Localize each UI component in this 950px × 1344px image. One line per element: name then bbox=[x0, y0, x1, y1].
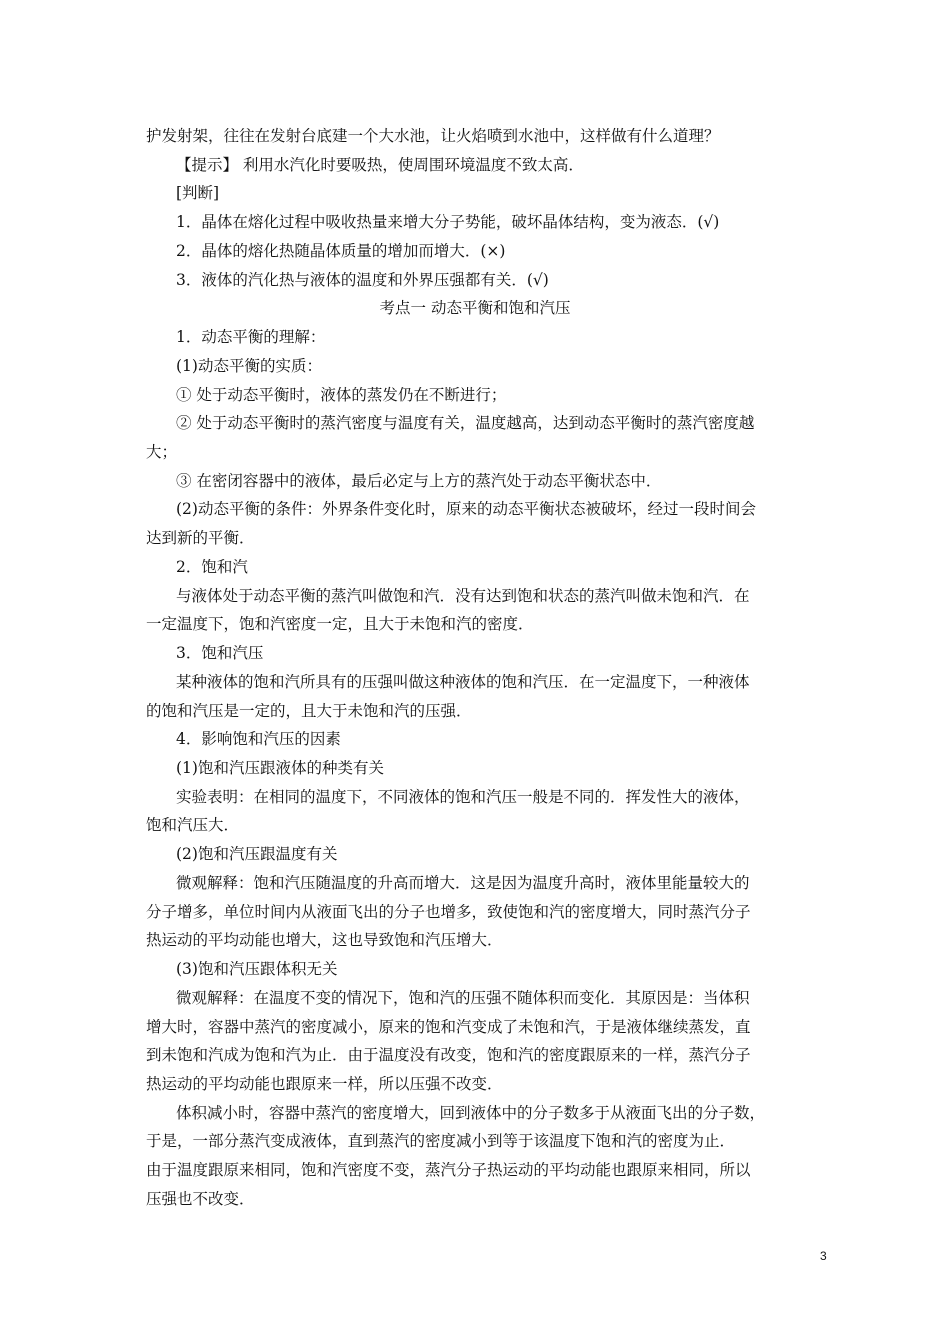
text-line: 护发射架，往往在发射台底建一个大水池，让火焰喷到水池中，这样做有什么道理？ bbox=[146, 127, 720, 145]
text-line: 到未饱和汽成为饱和汽为止．由于温度没有改变，饱和汽的密度跟原来的一样，蒸汽分子 bbox=[146, 1046, 751, 1064]
subheading: (1)饱和汽压跟液体的种类有关 bbox=[176, 759, 384, 777]
text-line: (2)动态平衡的条件：外界条件变化时，原来的动态平衡状态被破坏，经过一段时间会 bbox=[176, 500, 756, 518]
text-line: 增大时，容器中蒸汽的密度减小，原来的饱和汽变成了未饱和汽，于是液体继续蒸发，直 bbox=[146, 1018, 751, 1036]
text-line: 压强也不改变． bbox=[146, 1190, 255, 1208]
text-line: 饱和汽压大． bbox=[146, 816, 240, 834]
text-line: 热运动的平均动能也跟原来一样，所以压强不改变． bbox=[146, 1075, 503, 1093]
subheading: (2)饱和汽压跟温度有关 bbox=[176, 845, 338, 863]
page-number: 3 bbox=[820, 1249, 827, 1263]
hint-line: 【提示】 利用水汽化时要吸热，使周围环境温度不致太高． bbox=[176, 156, 584, 174]
text-line: 大； bbox=[146, 443, 178, 461]
subheading: 1．动态平衡的理解： bbox=[176, 328, 326, 346]
text-line: 热运动的平均动能也增大，这也导致饱和汽压增大． bbox=[146, 931, 503, 949]
text-line: 的饱和汽压是一定的，且大于未饱和汽的压强． bbox=[146, 702, 472, 720]
text-line: 一定温度下，饱和汽密度一定，且大于未饱和汽的密度． bbox=[146, 615, 534, 633]
text-line: 微观解释：在温度不变的情况下，饱和汽的压强不随体积而变化．其原因是：当体积 bbox=[176, 989, 750, 1007]
section-heading: 考点一 动态平衡和饱和汽压 bbox=[379, 299, 571, 317]
text-line: ① 处于动态平衡时，液体的蒸发仍在不断进行； bbox=[176, 386, 507, 404]
text-line: 由于温度跟原来相同，饱和汽密度不变，蒸汽分子热运动的平均动能也跟原来相同，所以 bbox=[146, 1161, 751, 1179]
judge-item: 2．晶体的熔化热随晶体质量的增加而增大．(×) bbox=[176, 242, 506, 260]
text-line: 微观解释：饱和汽压随温度的升高而增大．这是因为温度升高时，液体里能量较大的 bbox=[176, 874, 750, 892]
text-line: 某种液体的饱和汽所具有的压强叫做这种液体的饱和汽压．在一定温度下，一种液体 bbox=[176, 673, 750, 691]
judge-item: 3．液体的汽化热与液体的温度和外界压强都有关．(√) bbox=[176, 271, 549, 289]
judge-item: 1．晶体在熔化过程中吸收热量来增大分子势能，破坏晶体结构，变为液态．(√) bbox=[176, 213, 720, 231]
judge-heading: [判断] bbox=[176, 184, 220, 202]
text-line: 与液体处于动态平衡的蒸汽叫做饱和汽．没有达到饱和状态的蒸汽叫做未饱和汽．在 bbox=[176, 587, 750, 605]
subheading: 3．饱和汽压 bbox=[176, 644, 264, 662]
text-line: ② 处于动态平衡时的蒸汽密度与温度有关，温度越高，达到动态平衡时的蒸汽密度越 bbox=[176, 414, 755, 432]
text-line: 分子增多，单位时间内从液面飞出的分子也增多，致使饱和汽的密度增大，同时蒸汽分子 bbox=[146, 903, 751, 921]
subheading: (3)饱和汽压跟体积无关 bbox=[176, 960, 338, 978]
text-line: ③ 在密闭容器中的液体，最后必定与上方的蒸汽处于动态平衡状态中． bbox=[176, 472, 662, 490]
text-line: 于是，一部分蒸汽变成液体，直到蒸汽的密度减小到等于该温度下饱和汽的密度为止． bbox=[146, 1132, 736, 1150]
text-line: 体积减小时，容器中蒸汽的密度增大，回到液体中的分子数多于从液面飞出的分子数， bbox=[176, 1104, 766, 1122]
text-line: 达到新的平衡． bbox=[146, 529, 255, 547]
subheading: 2．饱和汽 bbox=[176, 558, 248, 576]
subheading: 4．影响饱和汽压的因素 bbox=[176, 730, 341, 748]
subheading: (1)动态平衡的实质： bbox=[176, 357, 322, 375]
text-line: 实验表明：在相同的温度下，不同液体的饱和汽压一般是不同的．挥发性大的液体， bbox=[176, 788, 750, 806]
